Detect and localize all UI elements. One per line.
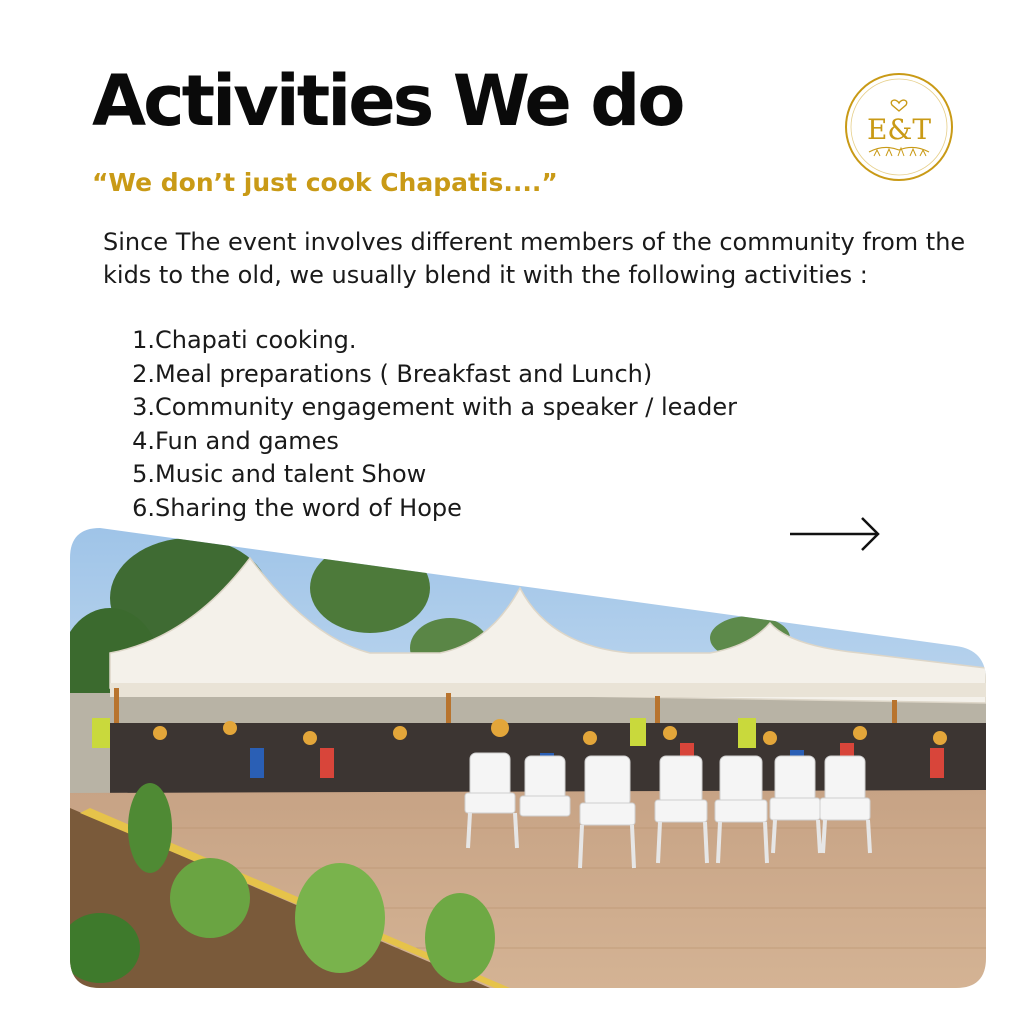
list-item: 6. Sharing the word of Hope <box>132 493 462 522</box>
list-item: 2. Meal preparations ( Breakfast and Lunch) <box>132 359 653 388</box>
activities-list <box>103 324 737 525</box>
logo-text: E&T <box>866 113 932 146</box>
event-photo <box>70 528 986 988</box>
brand-logo <box>844 72 954 182</box>
list-item: 3. Community engagement with a speaker / leader <box>132 393 737 421</box>
list-item: 1. Chapati cooking. <box>132 326 357 354</box>
list-item: 4. Fun and games <box>132 426 339 455</box>
list-item: 5. Music and talent Show <box>132 460 427 488</box>
intro-paragraph: Since The event involves different members of the community from the kids to the old, we usually blend it with the following activities : <box>103 228 966 289</box>
page-title: Activities We do <box>92 60 683 142</box>
tagline: “We don’t just cook Chapatis....” <box>92 168 558 197</box>
